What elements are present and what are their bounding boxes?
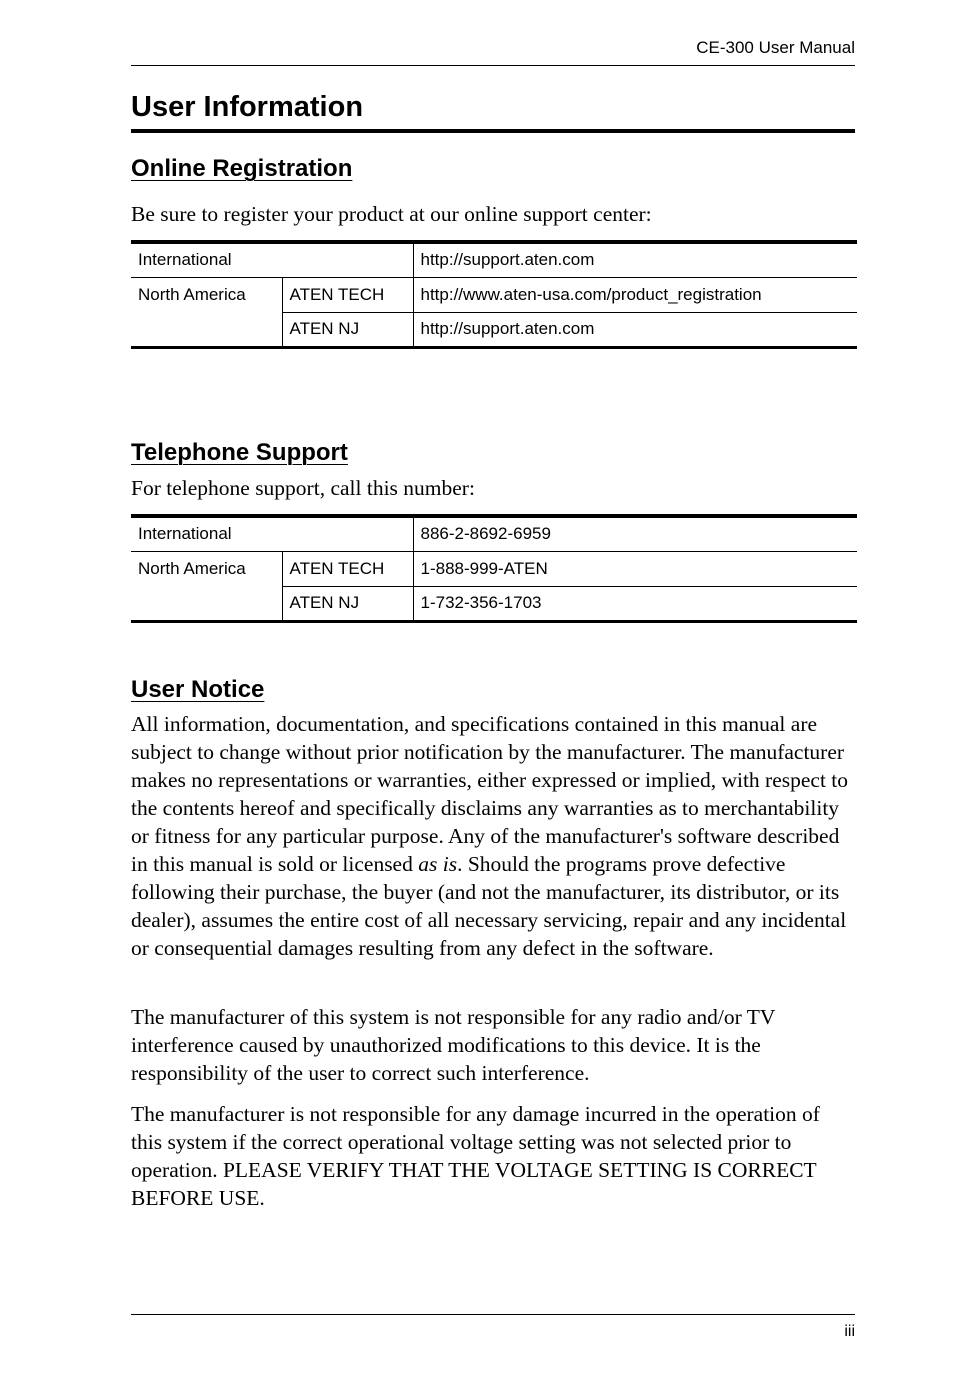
online-registration-intro: Be sure to register your product at our online support center:: [131, 202, 652, 226]
telephone-table: [131, 514, 857, 623]
paragraph-text: . Should the programs prove defective following their purchase, the buyer (and not the manufacturer, its distributor, or its dealer), assumes the entire cost of all necessary servicing, repair and any incidental or consequential damages resulting from any defect in the software.: [131, 852, 847, 960]
site-cell: ATEN NJ: [282, 586, 413, 621]
site-cell: ATEN TECH: [282, 277, 413, 312]
region-cell: International: [138, 524, 232, 544]
phone-number: 1-732-356-1703: [413, 586, 857, 621]
phone-number: 886-2-8692-6959: [413, 516, 857, 551]
table-row: [131, 242, 857, 277]
region-cell: North America: [131, 277, 282, 347]
running-header: [131, 36, 855, 66]
telephone-support-intro: For telephone support, call this number:: [131, 476, 475, 500]
table-row: [131, 551, 857, 586]
page-title: User Information: [131, 88, 855, 133]
region-cell: International: [138, 250, 232, 270]
registration-url[interactable]: http://support.aten.com: [413, 242, 857, 277]
registration-url[interactable]: http://www.aten-usa.com/product_registration: [413, 277, 857, 312]
page-number: iii: [844, 1323, 855, 1340]
site-cell: ATEN TECH: [282, 551, 413, 586]
region-cell: North America: [131, 551, 282, 621]
manual-title: CE-300 User Manual: [696, 38, 855, 57]
site-cell: ATEN NJ: [282, 312, 413, 347]
user-notice-paragraph-3: The manufacturer is not responsible for any damage incurred in the operation of this system if the correct operational voltage setting was not selected prior to operation. PLEASE VERIFY THAT THE VOLTAGE SETTING IS CORRECT BEFORE USE.: [131, 1102, 820, 1210]
phone-number: 1-888-999-ATEN: [413, 551, 857, 586]
table-row: [131, 277, 857, 312]
table-row: [131, 516, 857, 551]
user-notice-paragraph-2: The manufacturer of this system is not responsible for any radio and/or TV interference caused by unauthorized modifications to this device. It is the responsibility of the user to correct such interference.: [131, 1005, 776, 1085]
registration-table: [131, 240, 857, 349]
user-notice-paragraph-1: [131, 710, 855, 962]
online-registration-heading: Online Registration: [131, 155, 353, 182]
emphasis-text: as is: [418, 852, 458, 876]
telephone-support-heading: Telephone Support: [131, 439, 348, 466]
running-footer: [131, 1314, 855, 1340]
registration-url[interactable]: http://support.aten.com: [413, 312, 857, 347]
paragraph-text: All information, documentation, and specifications contained in this manual are subject to change without prior notification by the manufacturer. The manufacturer makes no representations or warranties, either expressed or implied, with respect to the contents hereof and specifically disclaims any warranties as to merchantability or fitness for any particular purpose. Any of the manufacturer's software described in this manual is sold or licensed: [131, 712, 849, 876]
user-notice-heading: User Notice: [131, 676, 265, 703]
